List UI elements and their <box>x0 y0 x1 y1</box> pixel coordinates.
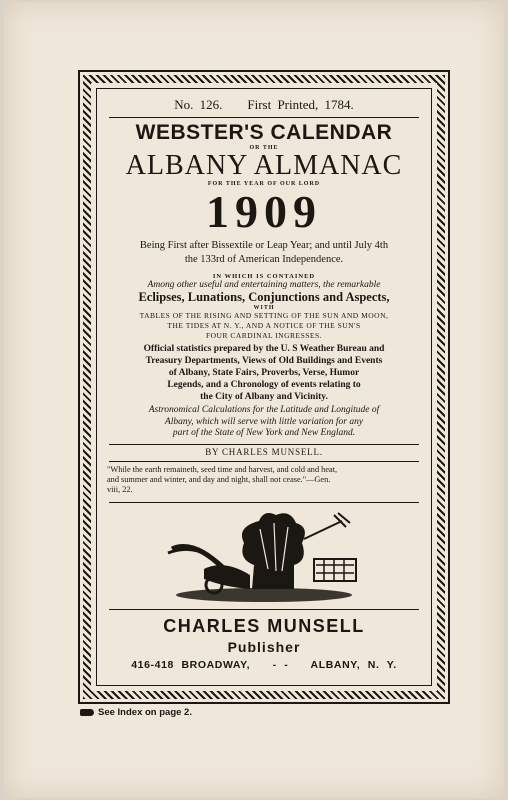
eclipses-line: Eclipses, Lunations, Conjunctions and Aspects, <box>138 290 390 304</box>
publisher-role: Publisher <box>227 638 301 655</box>
astro-line-2: Albany, which will serve with little variation for any <box>164 416 364 427</box>
for-the-year: FOR THE YEAR OF OUR LORD <box>207 181 321 187</box>
in-which-contained: IN WHICH IS CONTAINED <box>212 273 316 280</box>
tables-line-1: TABLES OF THE RISING AND SETTING OF THE SUN AND MOON, <box>139 311 389 320</box>
quote-line-2: and summer and winter, and day and night, shall not cease."—Gen. <box>107 474 331 484</box>
intro-line-2: the 133rd of American Independence. <box>184 254 344 265</box>
edition-line <box>97 97 431 113</box>
scripture-quote <box>97 462 431 498</box>
stats-line-1: Official statistics prepared by the U. S Weather Bureau and <box>143 344 385 354</box>
divider <box>109 444 419 445</box>
first-printed: First Printed, 1784. <box>247 97 354 112</box>
quote-line-3: viii, 22. <box>107 484 133 494</box>
astronomical-text <box>97 405 431 440</box>
edition-number: No. 126. <box>174 97 223 112</box>
tables-line-3: FOUR CARDINAL INGRESSES. <box>205 331 323 340</box>
pointing-hand-icon <box>80 709 94 716</box>
tables-line-2: THE TIDES AT N. Y., AND A NOTICE OF THE SUN'S <box>167 321 361 330</box>
intro-text <box>97 239 431 267</box>
title-websters-calendar: WEBSTER'S CALENDAR <box>135 121 393 144</box>
index-note-text: See Index on page 2. <box>98 707 192 718</box>
farm-tools-woodcut <box>164 509 364 605</box>
tables-text <box>97 311 431 341</box>
intro-line-1: Being First after Bissextile or Leap Year; and until July 4th <box>139 240 389 251</box>
among-line: Among other useful and entertaining matters, the remarkable <box>147 280 381 290</box>
stats-line-3: of Albany, State Fairs, Proverbs, Verse, Humor <box>168 368 360 378</box>
author-line: BY CHARLES MUNSELL. <box>205 446 323 457</box>
statistics-text <box>97 343 431 403</box>
stats-line-4: Legends, and a Chronology of events relating to <box>167 380 361 390</box>
title-or-the: OR THE <box>249 145 279 151</box>
quote-line-1: "While the earth remaineth, seed time and harvest, and cold and heat, <box>107 464 338 474</box>
divider <box>109 502 419 503</box>
stats-line-5: the City of Albany and Vicinity. <box>200 392 328 402</box>
astro-line-1: Astronomical Calculations for the Latitude and Longitude of <box>148 405 380 415</box>
publisher-address <box>97 659 431 671</box>
astro-line-3: part of the State of New York and New England. <box>172 428 356 438</box>
publisher-name: CHARLES MUNSELL <box>163 615 365 636</box>
city-state: ALBANY, N. Y. <box>310 658 397 671</box>
almanac-cover <box>4 2 504 798</box>
title-albany-almanac: ALBANY ALMANAC <box>125 150 403 181</box>
year: 1909 <box>206 186 322 237</box>
ornamental-border <box>78 70 450 704</box>
divider <box>109 117 419 118</box>
divider <box>109 609 419 610</box>
street-address: 416-418 BROADWAY, <box>131 658 251 671</box>
stats-line-2: Treasury Departments, Views of Old Buildings and Events <box>145 356 383 366</box>
with-line: WITH <box>253 305 275 311</box>
address-dashes: - - <box>272 658 289 671</box>
index-note <box>80 707 192 718</box>
cover-content <box>96 88 432 686</box>
